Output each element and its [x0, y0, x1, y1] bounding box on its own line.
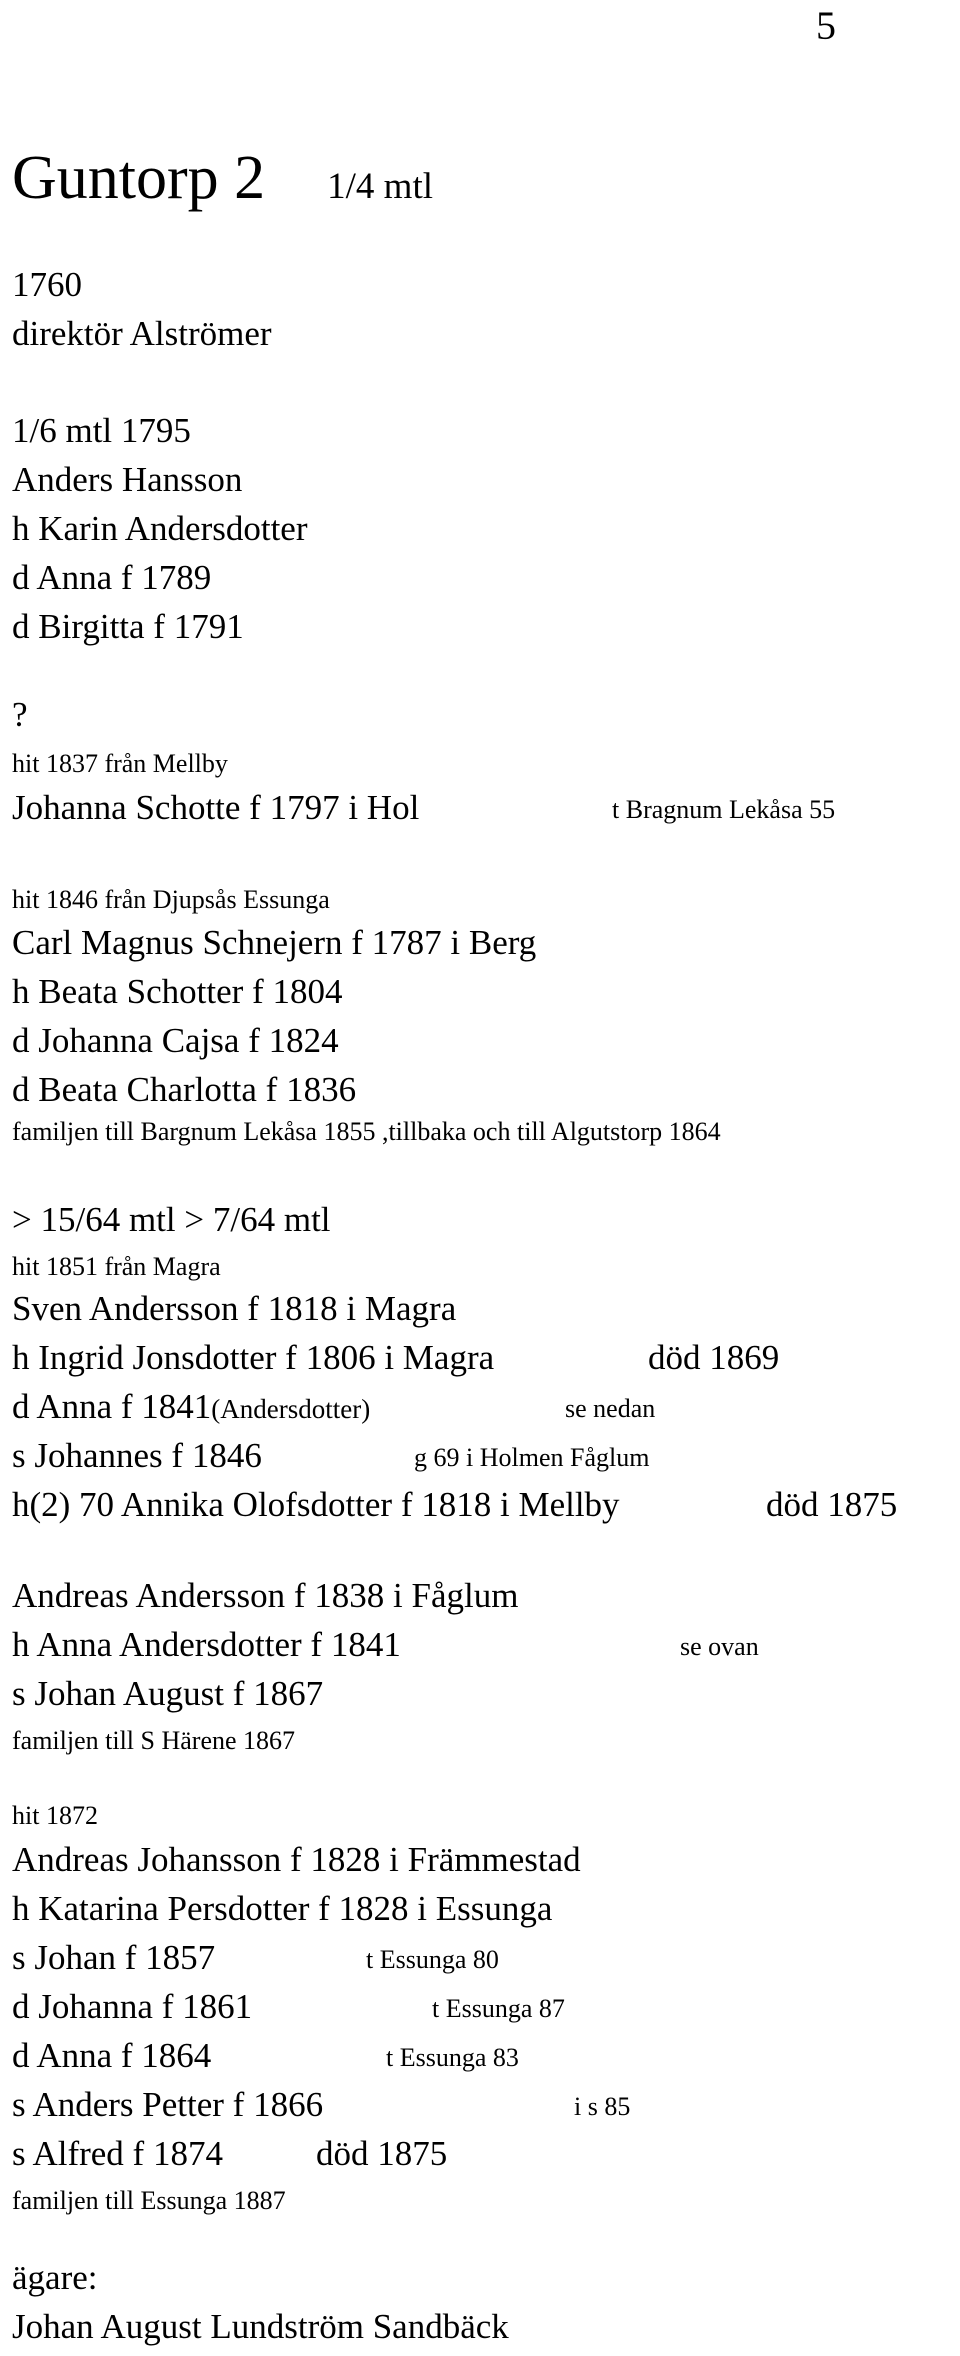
note-reference: se nedan [565, 1394, 656, 1423]
note-moved: t Essunga 83 [386, 2043, 519, 2072]
person-line: Anders Hansson [12, 460, 243, 499]
family-move-line: familjen till Essunga 1887 [12, 2186, 286, 2215]
person-line: h Ingrid Jonsdotter f 1806 i Magra [12, 1338, 495, 1377]
person-line: h Beata Schotter f 1804 [12, 972, 343, 1011]
person-line: s Johannes f 1846 [12, 1436, 262, 1475]
note-death: död 1869 [648, 1338, 780, 1377]
person-line: Johanna Schotte f 1797 i Hol [12, 788, 420, 827]
owner-name: Johan August Lundström Sandbäck [12, 2307, 509, 2346]
unknown-marker: ? [12, 695, 28, 734]
note-death: död 1875 [766, 1485, 898, 1524]
farm-name: Guntorp 2 [12, 144, 266, 212]
person-line: d Anna f 1864 [12, 2036, 212, 2075]
arrival-line: hit 1837 från Mellby [12, 749, 228, 778]
note-reference: i s 85 [574, 2092, 631, 2121]
share-change-line: > 15/64 mtl > 7/64 mtl [12, 1200, 331, 1239]
person-line: Sven Andersson f 1818 i Magra [12, 1289, 457, 1328]
person-line: s Anders Petter f 1866 [12, 2085, 324, 2124]
person-line: s Johan f 1857 [12, 1938, 216, 1977]
note-patronymic: (Andersdotter) [211, 1394, 371, 1424]
arrival-line: hit 1872 [12, 1801, 98, 1830]
person-line: Andreas Johansson f 1828 i Främmestad [12, 1840, 581, 1879]
note-married: g 69 i Holmen Fåglum [414, 1443, 650, 1472]
person-line: d Johanna Cajsa f 1824 [12, 1021, 339, 1060]
owner-line: direktör Alströmer [12, 314, 272, 353]
family-move-line [12, 1114, 721, 1150]
note-reference: se ovan [680, 1632, 759, 1661]
arrival-line: hit 1846 från Djupsås Essunga [12, 885, 330, 914]
person-line: s Alfred f 1874 [12, 2134, 223, 2173]
person-line: d Anna f 1789 [12, 558, 212, 597]
note-moved: t Bragnum Lekåsa 55 [612, 795, 836, 824]
share-year-line: 1/6 mtl 1795 [12, 411, 191, 450]
person-line: h Karin Andersdotter [12, 509, 308, 548]
owner-label: ägare: [12, 2258, 98, 2297]
person-line [12, 1384, 370, 1432]
year-line: 1760 [12, 265, 82, 304]
person-line: h Katarina Persdotter f 1828 i Essunga [12, 1889, 553, 1928]
page-number: 5 [816, 3, 836, 48]
person-line: h(2) 70 Annika Olofsdotter f 1818 i Mellby [12, 1485, 620, 1524]
person-line: Andreas Andersson f 1838 i Fåglum [12, 1576, 519, 1615]
arrival-line: hit 1851 från Magra [12, 1252, 221, 1281]
person-line: s Johan August f 1867 [12, 1674, 324, 1713]
family-move-text: familjen till Bargnum Lekåsa 1855 [12, 1117, 376, 1146]
person-line: h Anna Andersdotter f 1841 [12, 1625, 401, 1664]
family-move-line: familjen till S Härene 1867 [12, 1726, 296, 1755]
farm-share: 1/4 mtl [327, 166, 434, 207]
note-moved: t Essunga 80 [366, 1945, 499, 1974]
person-line: d Johanna f 1861 [12, 1987, 253, 2026]
note-moved: t Essunga 87 [432, 1994, 565, 2023]
person-line: Carl Magnus Schnejern f 1787 i Berg [12, 923, 537, 962]
family-return-note: ,tillbaka och till Algutstorp 1864 [381, 1117, 721, 1146]
person-line: d Birgitta f 1791 [12, 607, 244, 646]
person-line: d Beata Charlotta f 1836 [12, 1070, 357, 1109]
person-text: d Anna f 1841 [12, 1387, 212, 1426]
note-death: död 1875 [316, 2134, 448, 2173]
page-title [12, 140, 433, 225]
